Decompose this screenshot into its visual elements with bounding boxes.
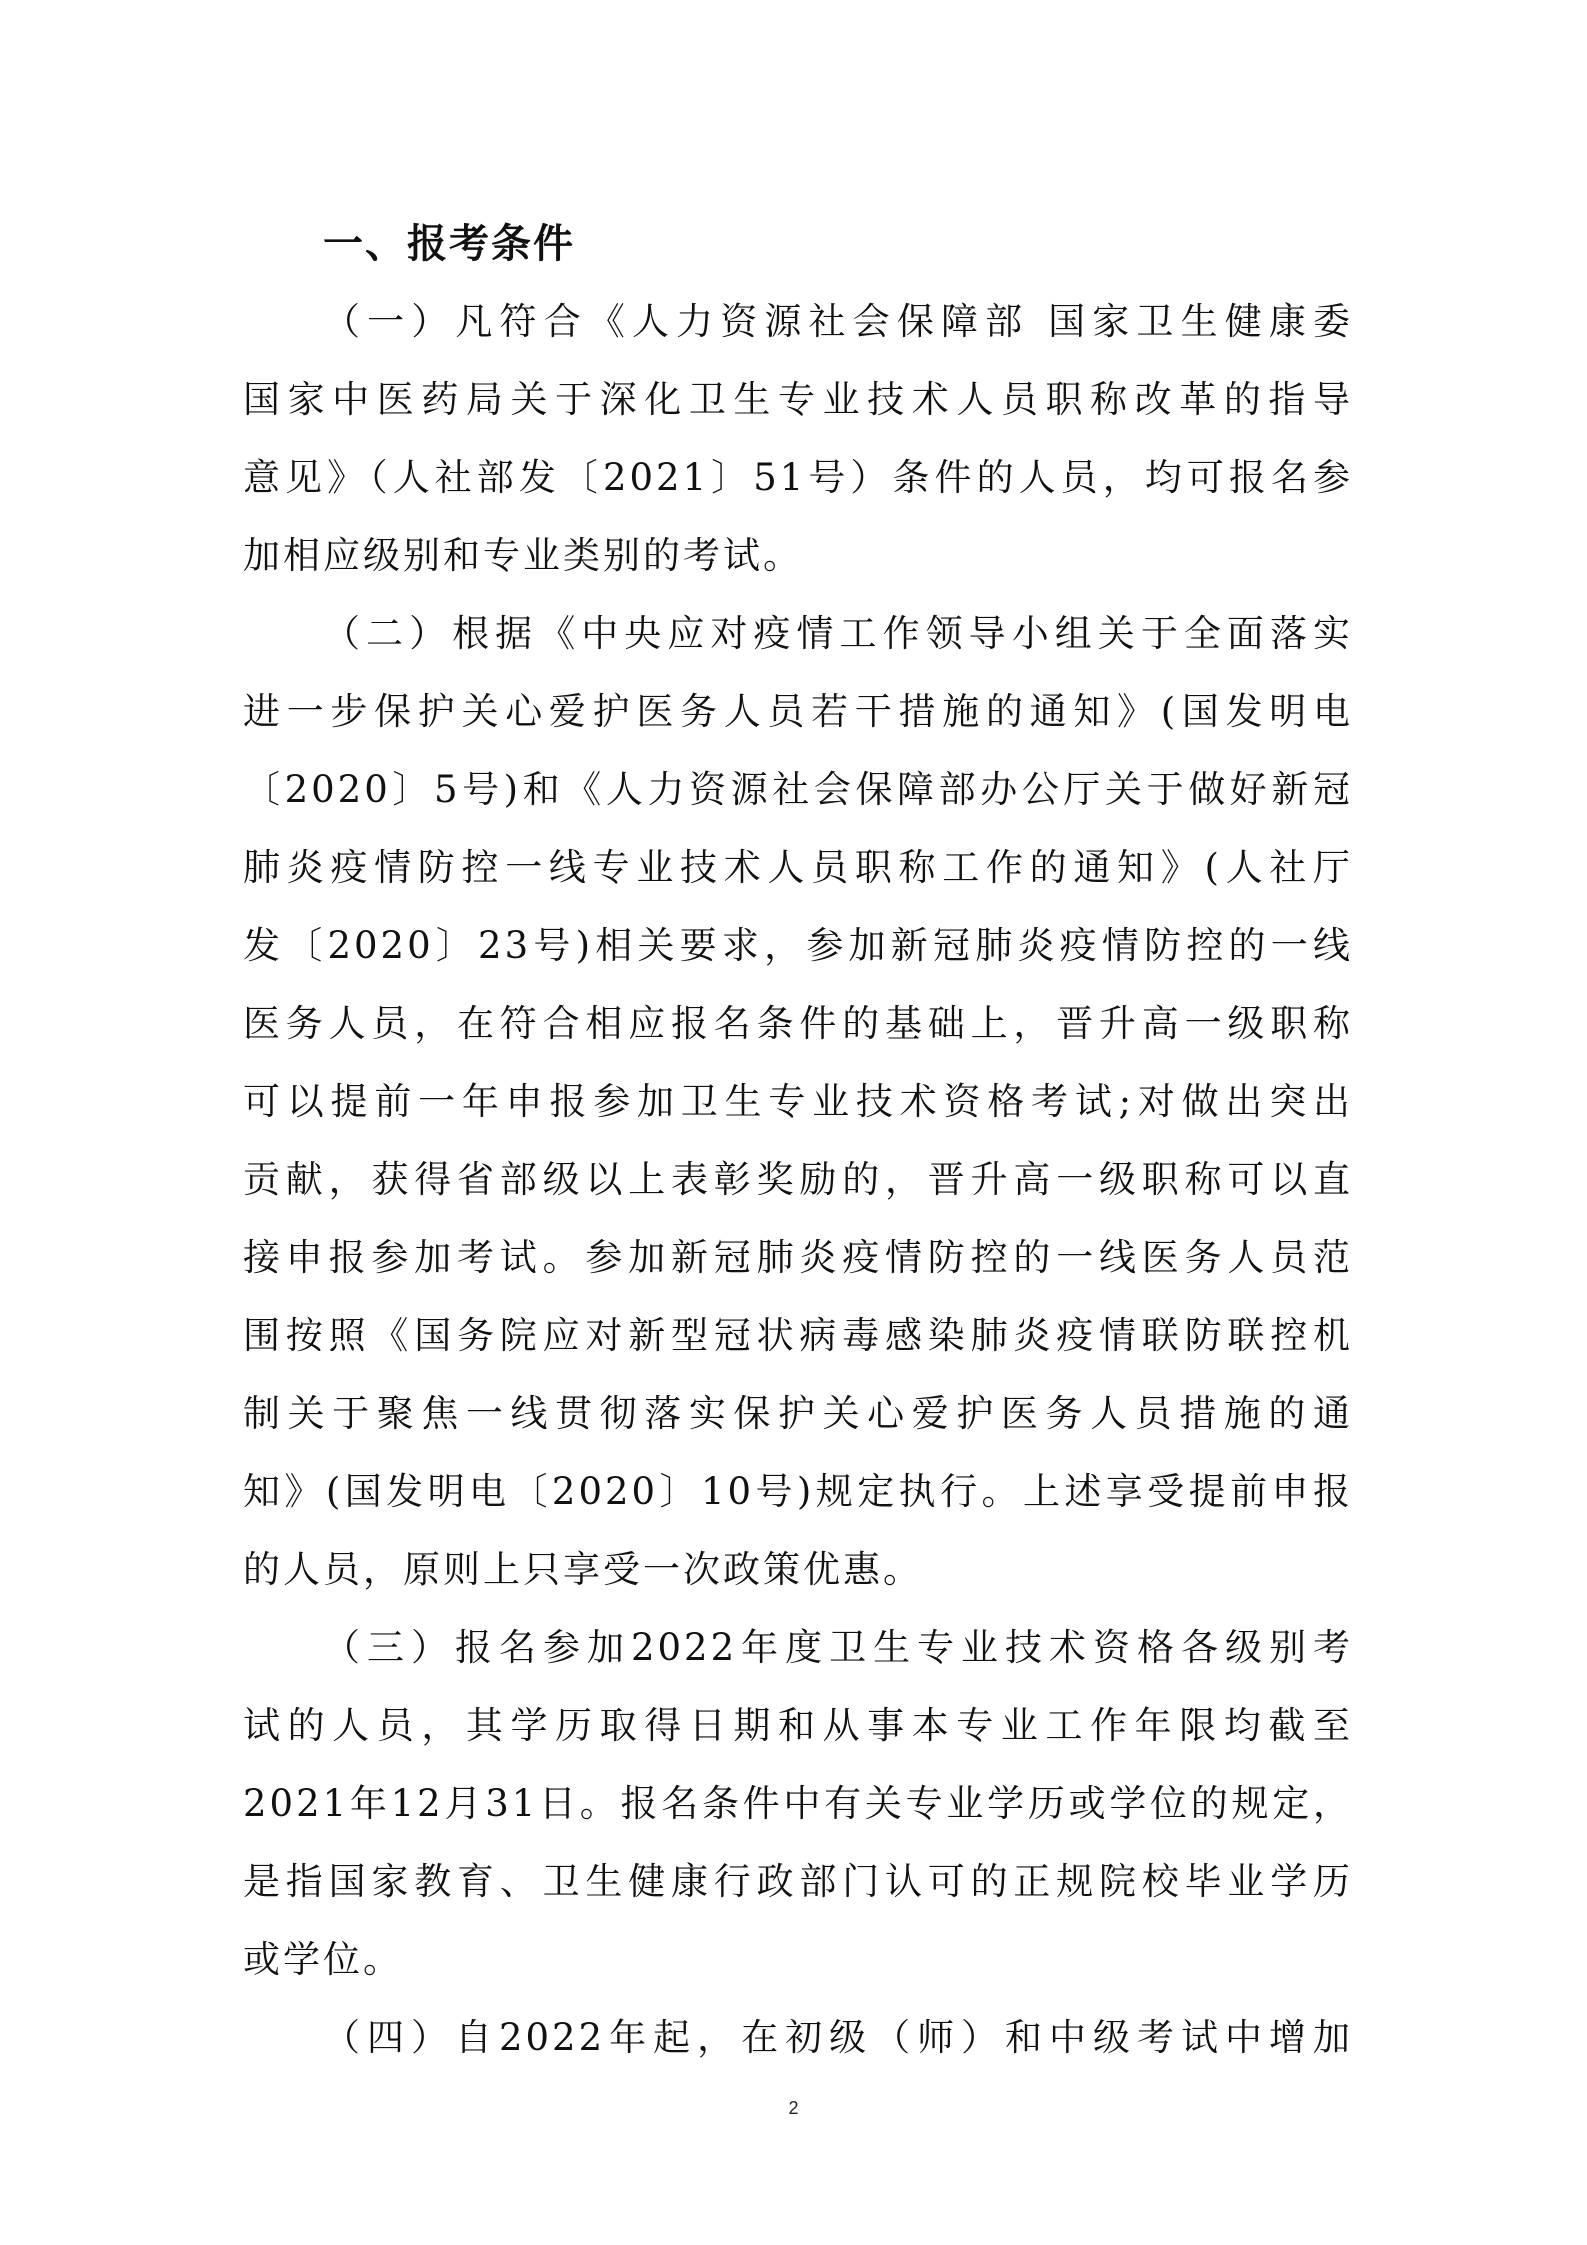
text-line: 肺炎疫情防控一线专业技术人员职称工作的通知》(人社厅 [243,846,1353,889]
text-line: 〔2020〕5号)和《人力资源社会保障部办公厅关于做好新冠 [243,768,1353,811]
text-line: 发〔2020〕23号)相关要求，参加新冠肺炎疫情防控的一线 [243,924,1353,967]
text-line: 的人员，原则上只享受一次政策优惠。 [243,1548,923,1591]
text-line: 知》(国发明电〔2020〕10号)规定执行。上述享受提前申报 [243,1470,1353,1513]
text-line: 2021年12月31日。报名条件中有关专业学历或学位的规定， [243,1782,1353,1825]
text-line: （四）自2022年起，在初级（师）和中级考试中增加 [323,2016,1353,2059]
document-body [243,205,1353,2077]
section-heading: 一、报考条件 [323,221,575,267]
paragraph-1 [243,283,1353,595]
text-line: 可以提前一年申报参加卫生专业技术资格考试;对做出突出 [243,1080,1353,1123]
text-line: 试的人员，其学历取得日期和从事本专业工作年限均截至 [243,1704,1353,1747]
text-line: 是指国家教育、卫生健康行政部门认可的正规院校毕业学历 [243,1860,1353,1903]
text-line: 制关于聚焦一线贯彻落实保护关心爱护医务人员措施的通 [243,1392,1353,1435]
text-line: 加相应级别和专业类别的考试。 [243,534,803,577]
text-line: （一）凡符合《人力资源社会保障部 国家卫生健康委 [323,300,1353,343]
paragraph-3 [243,1609,1353,1999]
paragraph-2 [243,595,1353,1609]
text-line: 接申报参加考试。参加新冠肺炎疫情防控的一线医务人员范 [243,1236,1353,1279]
page-number: 2 [788,2098,799,2118]
text-line: 医务人员，在符合相应报名条件的基础上，晋升高一级职称 [243,1002,1353,1045]
text-line: （三）报名参加2022年度卫生专业技术资格各级别考 [323,1626,1353,1669]
text-line: 国家中医药局关于深化卫生专业技术人员职称改革的指导 [243,378,1353,421]
text-line: 意见》（人社部发〔2021〕51号）条件的人员，均可报名参 [243,456,1353,499]
text-line: 或学位。 [243,1938,403,1981]
text-line: 贡献，获得省部级以上表彰奖励的，晋升高一级职称可以直 [243,1158,1353,1201]
paragraph-4 [243,1999,1353,2077]
text-line: （二）根据《中央应对疫情工作领导小组关于全面落实 [323,612,1353,655]
text-line: 进一步保护关心爱护医务人员若干措施的通知》(国发明电 [243,690,1353,733]
text-line: 围按照《国务院应对新型冠状病毒感染肺炎疫情联防联控机 [243,1314,1353,1357]
